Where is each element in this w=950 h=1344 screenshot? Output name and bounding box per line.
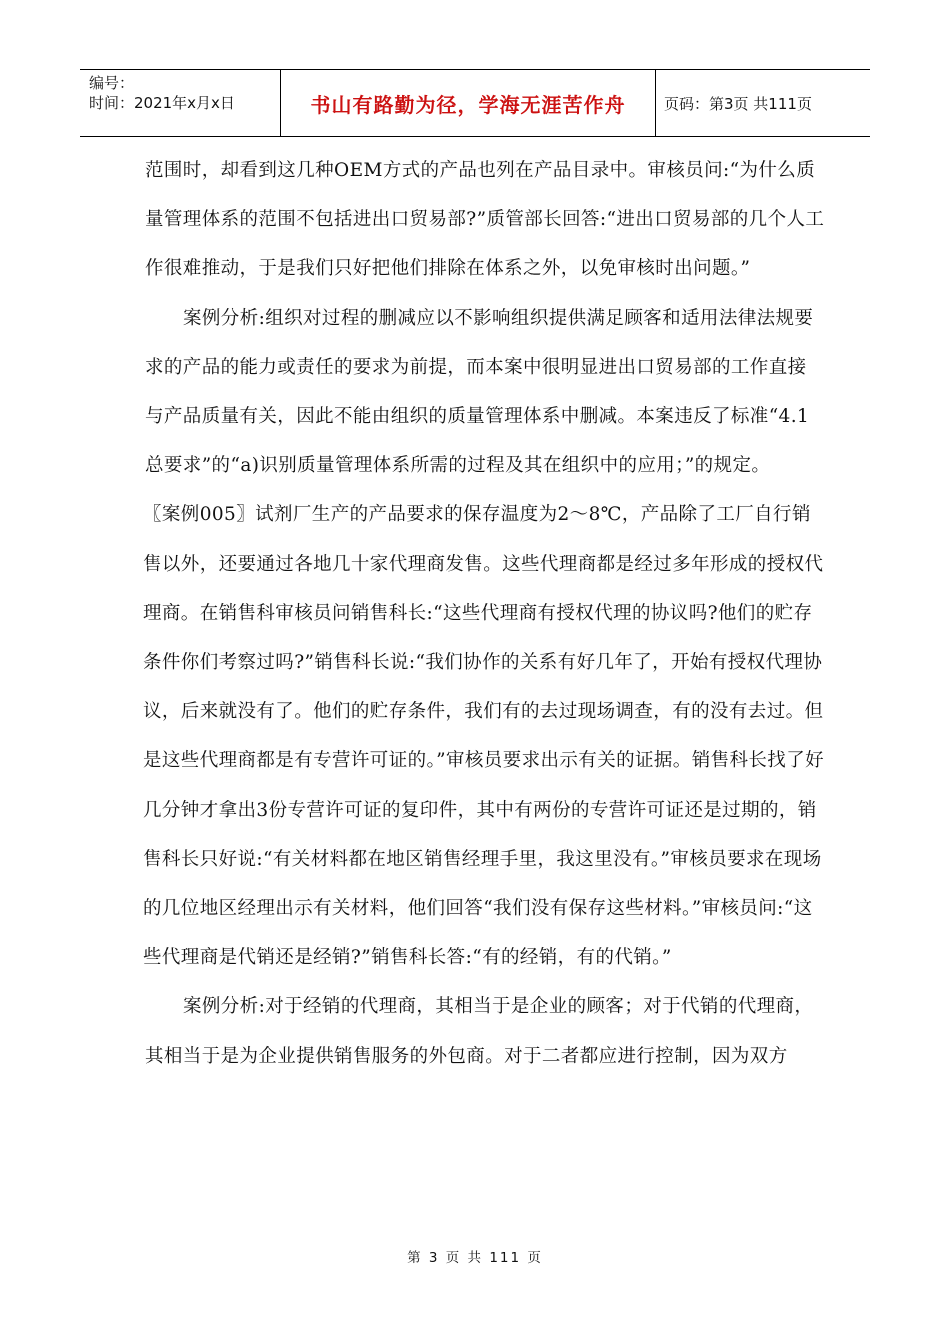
- header-meta: [80, 70, 281, 136]
- paragraph-case-005: 〖案例005〗试剂厂生产的产品要求的保存温度为2～8℃，产品除了工厂自行销售以外，还要通过各地几十家代理商发售。这些代理商都是经过多年形成的授权代理商。在销售科审核员问销售科长:“这些代理商有授权代理的协议吗?他们的贮存条件你们考察过吗?”销售科长说:“我们协作的关系有好几年了，开始有授权代理协议，后来就没有了。他们的贮存条件，我们有的去过现场调查，有的没有去过。但是这些代理商都是有专营许可证的。”审核员要求出示有关的证据。销售科长找了好几分钟才拿出3份专营许可证的复印件，其中有两份的专营许可证还是过期的，销售科长只好说:“有关材料都在地区销售经理手里，我这里没有。”审核员要求在现场的几位地区经理出示有关材料，他们回答“我们没有保存这些材料。”审核员问:“这些代理商是代销还是经销?”销售科长答:“有的经销，有的代销。”: [143, 504, 825, 969]
- paragraph-case-analysis-2: 案例分析:对于经销的代理商，其相当于是企业的顾客；对于代销的代理商，其相当于是为企业提供销售服务的外包商。对于二者都应进行控制，因为双方: [145, 996, 814, 1067]
- document-date: 时间：2021年x月x日: [89, 94, 235, 112]
- page-footer: 第 3 页 共 111 页: [407, 1250, 543, 1266]
- paragraph-case-analysis-1: 案例分析:组织对过程的删减应以不影响组织提供满足顾客和适用法律法规要求的产品的能力或责任的要求为前提，而本案中很明显进出口贸易部的工作直接与产品质量有关，因此不能由组织的质量管理体系中删减。本案违反了标准“4.1总要求”的“a)识别质量管理体系所需的过程及其在组织中的应用；”的规定。: [145, 307, 814, 477]
- document-number: 编号：: [89, 74, 135, 92]
- page-header: [80, 69, 870, 137]
- paragraph-continued: 范围时，却看到这几种OEM方式的产品也列在产品目录中。审核员问:“为什么质量管理体系的范围不包括进出口贸易部?”质管部长回答:“进出口贸易部的几个人工作很难推动，于是我们只好把他们排除在体系之外，以免审核时出问题。”: [145, 160, 825, 280]
- header-page-info: 页码：第3页 共111页: [664, 94, 812, 113]
- header-motto: 书山有路勤为径，学海无涯苦作舟: [281, 70, 656, 136]
- document-body: [145, 146, 825, 1081]
